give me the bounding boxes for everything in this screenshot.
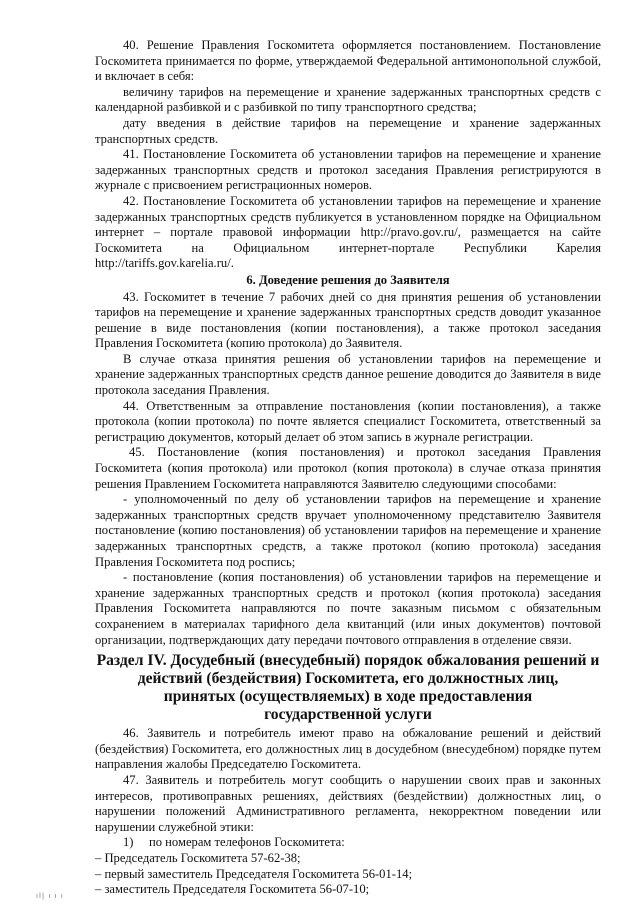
paragraph-43-refusal: В случае отказа принятия решения об установлении тарифов на перемещение и хранение задержанных транспортных средств данное решение доводится до Заявителя в виде протокола заседания Правления. <box>95 351 601 398</box>
paragraph-41: 41. Постановление Госкомитета об установлении тарифов на перемещение и хранение задержанных транспортных средств и протокол заседания Правления регистрируются в журнале с присвоением регистрационных номеров. <box>95 147 601 193</box>
section-iv-heading-line: государственной услуги <box>264 706 432 724</box>
section-iv-heading-line: принятых (осуществляемых) в ходе предоставления <box>163 688 533 706</box>
section-iv-heading <box>95 652 601 724</box>
list-item-phones <box>95 835 601 851</box>
paragraph-46: 46. Заявитель и потребитель имеют право на обжалование решений и действий (бездействия) Госкомитета, его должностных лиц в досудебном (внесудебном) порядке путем направления жалобы Председателю Госкомитета. <box>95 726 601 772</box>
paragraph-47: 47. Заявитель и потребитель могут сообщить о нарушении своих прав и законных интересов, противоправных решениях, действиях (бездействии) должностных лиц, о нарушении положений Административного регламента, некорректном поведении или нарушении служебной этики: <box>95 772 601 834</box>
scan-marks: ıl| ı ı ı <box>36 892 64 900</box>
paragraph-45: 45. Постановление (копия постановления) и протокол заседания Правления Госкомитета (копия протокола) или протокол (копия протокола) в случае отказа принятия решения Правлением Госкомитета направляются Заявителю следующими способами: <box>95 445 601 491</box>
paragraph-40: 40. Решение Правления Госкомитета оформляется постановлением. Постановление Госкомитета принимается по форме, утверждаемой Федеральной антимонопольной службой, и включает в себя: <box>95 38 601 84</box>
paragraph-40-item-b: дату введения в действие тарифов на перемещение и хранение задержанных транспортных средств. <box>95 115 601 146</box>
section-heading-6: 6. Доведение решения до Заявителя <box>246 272 450 287</box>
phone-line: – первый заместитель Председателя Госкомитета 56-01-14; <box>95 866 413 881</box>
paragraph-43: 43. Госкомитет в течение 7 рабочих дней со дня принятия решения об установлении тарифов на перемещение и хранение задержанных транспортных средств доводит указанное решение в виде постановления (копии постановления), а также протокол заседания Правления Госкомитета (копию протокола) до Заявителя. <box>95 289 601 351</box>
paragraph-44: 44. Ответственным за отправление постановления (копии постановления), а также протокола (копии протокола) по почте является специалист Госкомитета, ответственный за регистрацию документов, который делает об этом запись в журнале регистрации. <box>95 398 601 444</box>
paragraph-40-item-a: величину тарифов на перемещение и хранение задержанных транспортных средств с календарной разбивкой и с разбивкой по типу транспортного средства; <box>95 84 601 115</box>
phone-line: – заместитель Председателя Госкомитета 56-07-10; <box>95 882 370 897</box>
paragraph-45-method-a: - уполномоченный по делу об установлении тарифов на перемещение и хранение задержанных транспортных средств вручает уполномоченному представителю Заявителя постановление (копию постановления) об установлении тарифов на перемещение и хранение задержанных транспортных средств, а также протокол (копию протокола) заседания Правления Госкомитета под роспись; <box>95 492 601 569</box>
paragraph-45-method-b: - постановление (копия постановления) об установлении тарифов на перемещение и хранение задержанных транспортных средств и протокол (копия протокола) заседания Правления Госкомитета направляются по почте заказным письмом с обязательным сохранением в материалах тарифного дела квитанций (или иных документов) почтовой организации, подтверждающих дату передачи почтового отправления в отделение связи. <box>95 570 601 647</box>
list-item-number: 1) <box>123 835 134 850</box>
phone-line: – Председатель Госкомитета 57-62-38; <box>95 850 301 865</box>
section-iv-heading-line: Раздел IV. Досудебный (внесудебный) порядок обжалования решений и <box>96 652 600 670</box>
list-item-text: по номерам телефонов Госкомитета: <box>149 835 345 850</box>
section-iv-heading-line: действий (бездействия) Госкомитета, его должностных лиц, <box>137 670 559 688</box>
document-page <box>95 38 601 898</box>
paragraph-42: 42. Постановление Госкомитета об установлении тарифов на перемещение и хранение задержанных транспортных средств публикуется в установленном порядке на Официальном интернет – портале правовой информации http://pravo.gov.ru/, размещается на сайте Госкомитета на Официальном интернет-портале Республики Карелия http://tariffs.gov.karelia.ru/. <box>95 193 601 271</box>
